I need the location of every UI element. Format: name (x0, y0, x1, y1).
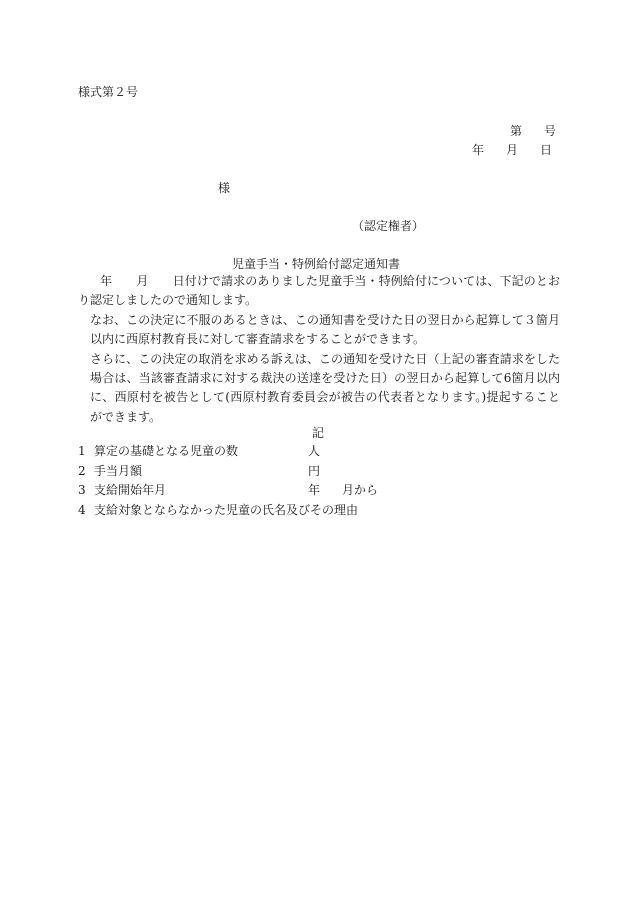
document-number (510, 121, 556, 141)
addressee-honorific: 様 (218, 181, 231, 195)
notice-body (78, 272, 560, 427)
item-number: 3 (78, 483, 86, 497)
document-number-prefix: 第 (510, 124, 523, 138)
list-item (78, 461, 558, 481)
notice-paragraph-2: なお、この決定に不服のあるときは、この通知書を受けた日の翌日から起算して３箇月以内に西原村教育長に対して審査請求をすることができます。 (90, 312, 560, 347)
item-number: 2 (78, 463, 86, 478)
list-item (78, 500, 558, 520)
item-label: 支給対象とならなかった児童の氏名及びその理由 (94, 502, 359, 517)
date-month-label: 月 (506, 143, 519, 157)
document-number-suffix: 号 (544, 124, 557, 138)
item-unit: 年 (308, 483, 321, 497)
item-number: 1 (78, 444, 86, 458)
notice-paragraph-1 (78, 272, 560, 311)
item-number: 4 (78, 502, 86, 517)
item-list (78, 441, 558, 519)
p1-year-label: 年 (100, 274, 113, 288)
issuer-label: （認定権者） (352, 219, 425, 233)
item-label: 手当月額 (94, 463, 143, 478)
item-label: 算定の基礎となる児童の数 (94, 444, 239, 458)
notice-paragraph-3: さらに、この決定の取消を求める訴えは、この通知を受けた日（上記の審査請求をした場合は、当該審査請求に対する裁決の送達を受けた日）の翌日から起算して6箇月以内に、西原村を被告として(西原村教育委員会が被告の代表者となります。)提起することができます。 (90, 351, 560, 424)
item-label: 支給開始年月 (94, 483, 167, 497)
item-unit: 円 (308, 463, 321, 478)
date-day-label: 日 (540, 143, 553, 157)
item-unit: 人 (308, 444, 321, 458)
document-date (472, 140, 552, 160)
document-title: 児童手当・特例給付認定通知書 (232, 257, 401, 271)
p1-text: 日付けで請求のありました児童手当・特例給付については、下記のとおり認定しましたので通知します。 (78, 274, 560, 308)
p1-month-label: 月 (136, 274, 149, 288)
date-year-label: 年 (472, 143, 485, 157)
ki-heading: 記 (312, 426, 325, 440)
list-item (78, 441, 558, 461)
list-item (78, 480, 558, 500)
item-unit-suffix: 月から (342, 483, 379, 497)
form-number: 様式第２号 (78, 85, 139, 99)
